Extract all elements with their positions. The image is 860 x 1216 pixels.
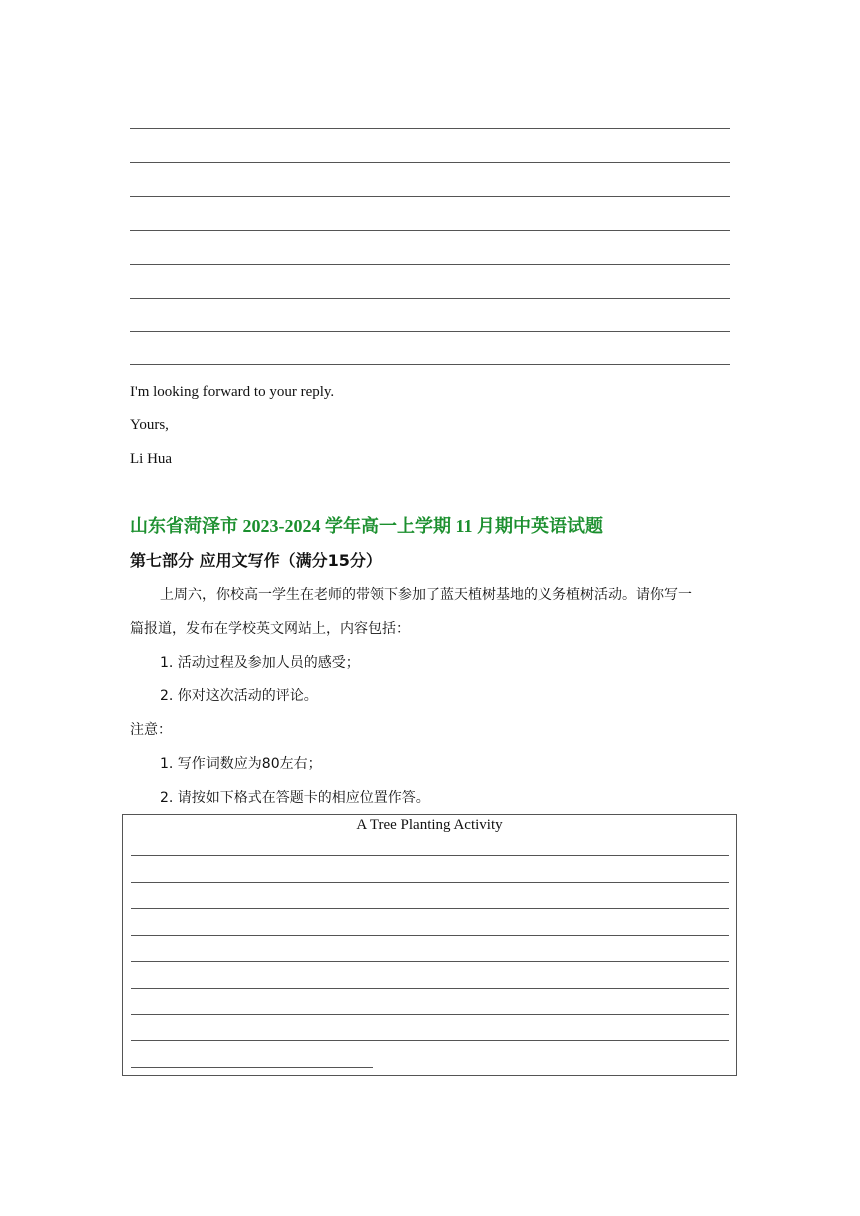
note-1: 1. 写作词数应为80左右； [160, 756, 322, 772]
writing-line [130, 162, 730, 163]
writing-line [130, 230, 730, 231]
section-heading: 第七部分 应用文写作（满分15分） [130, 551, 382, 570]
closing-line-1: I'm looking forward to your reply. [130, 384, 335, 400]
note-label: 注意： [130, 722, 172, 738]
writing-line [130, 331, 730, 332]
writing-line [130, 298, 730, 299]
answer-box-title: A Tree Planting Activity [356, 817, 503, 833]
answer-line [131, 855, 729, 856]
content-point-1: 1. 活动过程及参加人员的感受； [160, 655, 360, 671]
answer-line [131, 935, 729, 936]
answer-line [131, 882, 729, 883]
note-2: 2. 请按如下格式在答题卡的相应位置作答。 [160, 790, 430, 806]
answer-line [131, 1040, 729, 1041]
writing-line [130, 196, 730, 197]
answer-line [131, 908, 729, 909]
closing-signature: Li Hua [130, 451, 173, 467]
writing-line [130, 128, 730, 129]
closing-line-2: Yours, [130, 417, 169, 433]
answer-line [131, 961, 729, 962]
writing-line [130, 364, 730, 365]
prompt-line-1: 上周六，你校高一学生在老师的带领下参加了蓝天植树基地的义务植树活动。请你写一 [160, 587, 692, 603]
answer-line-short [131, 1067, 373, 1068]
prompt-line-2: 篇报道，发布在学校英文网站上，内容包括： [130, 621, 410, 637]
answer-line [131, 1014, 729, 1015]
answer-line [131, 988, 729, 989]
writing-line [130, 264, 730, 265]
content-point-2: 2. 你对这次活动的评论。 [160, 688, 318, 704]
exam-title: 山东省菏泽市 2023-2024 学年高一上学期 11 月期中英语试题 [130, 516, 603, 536]
answer-box [122, 814, 737, 1076]
